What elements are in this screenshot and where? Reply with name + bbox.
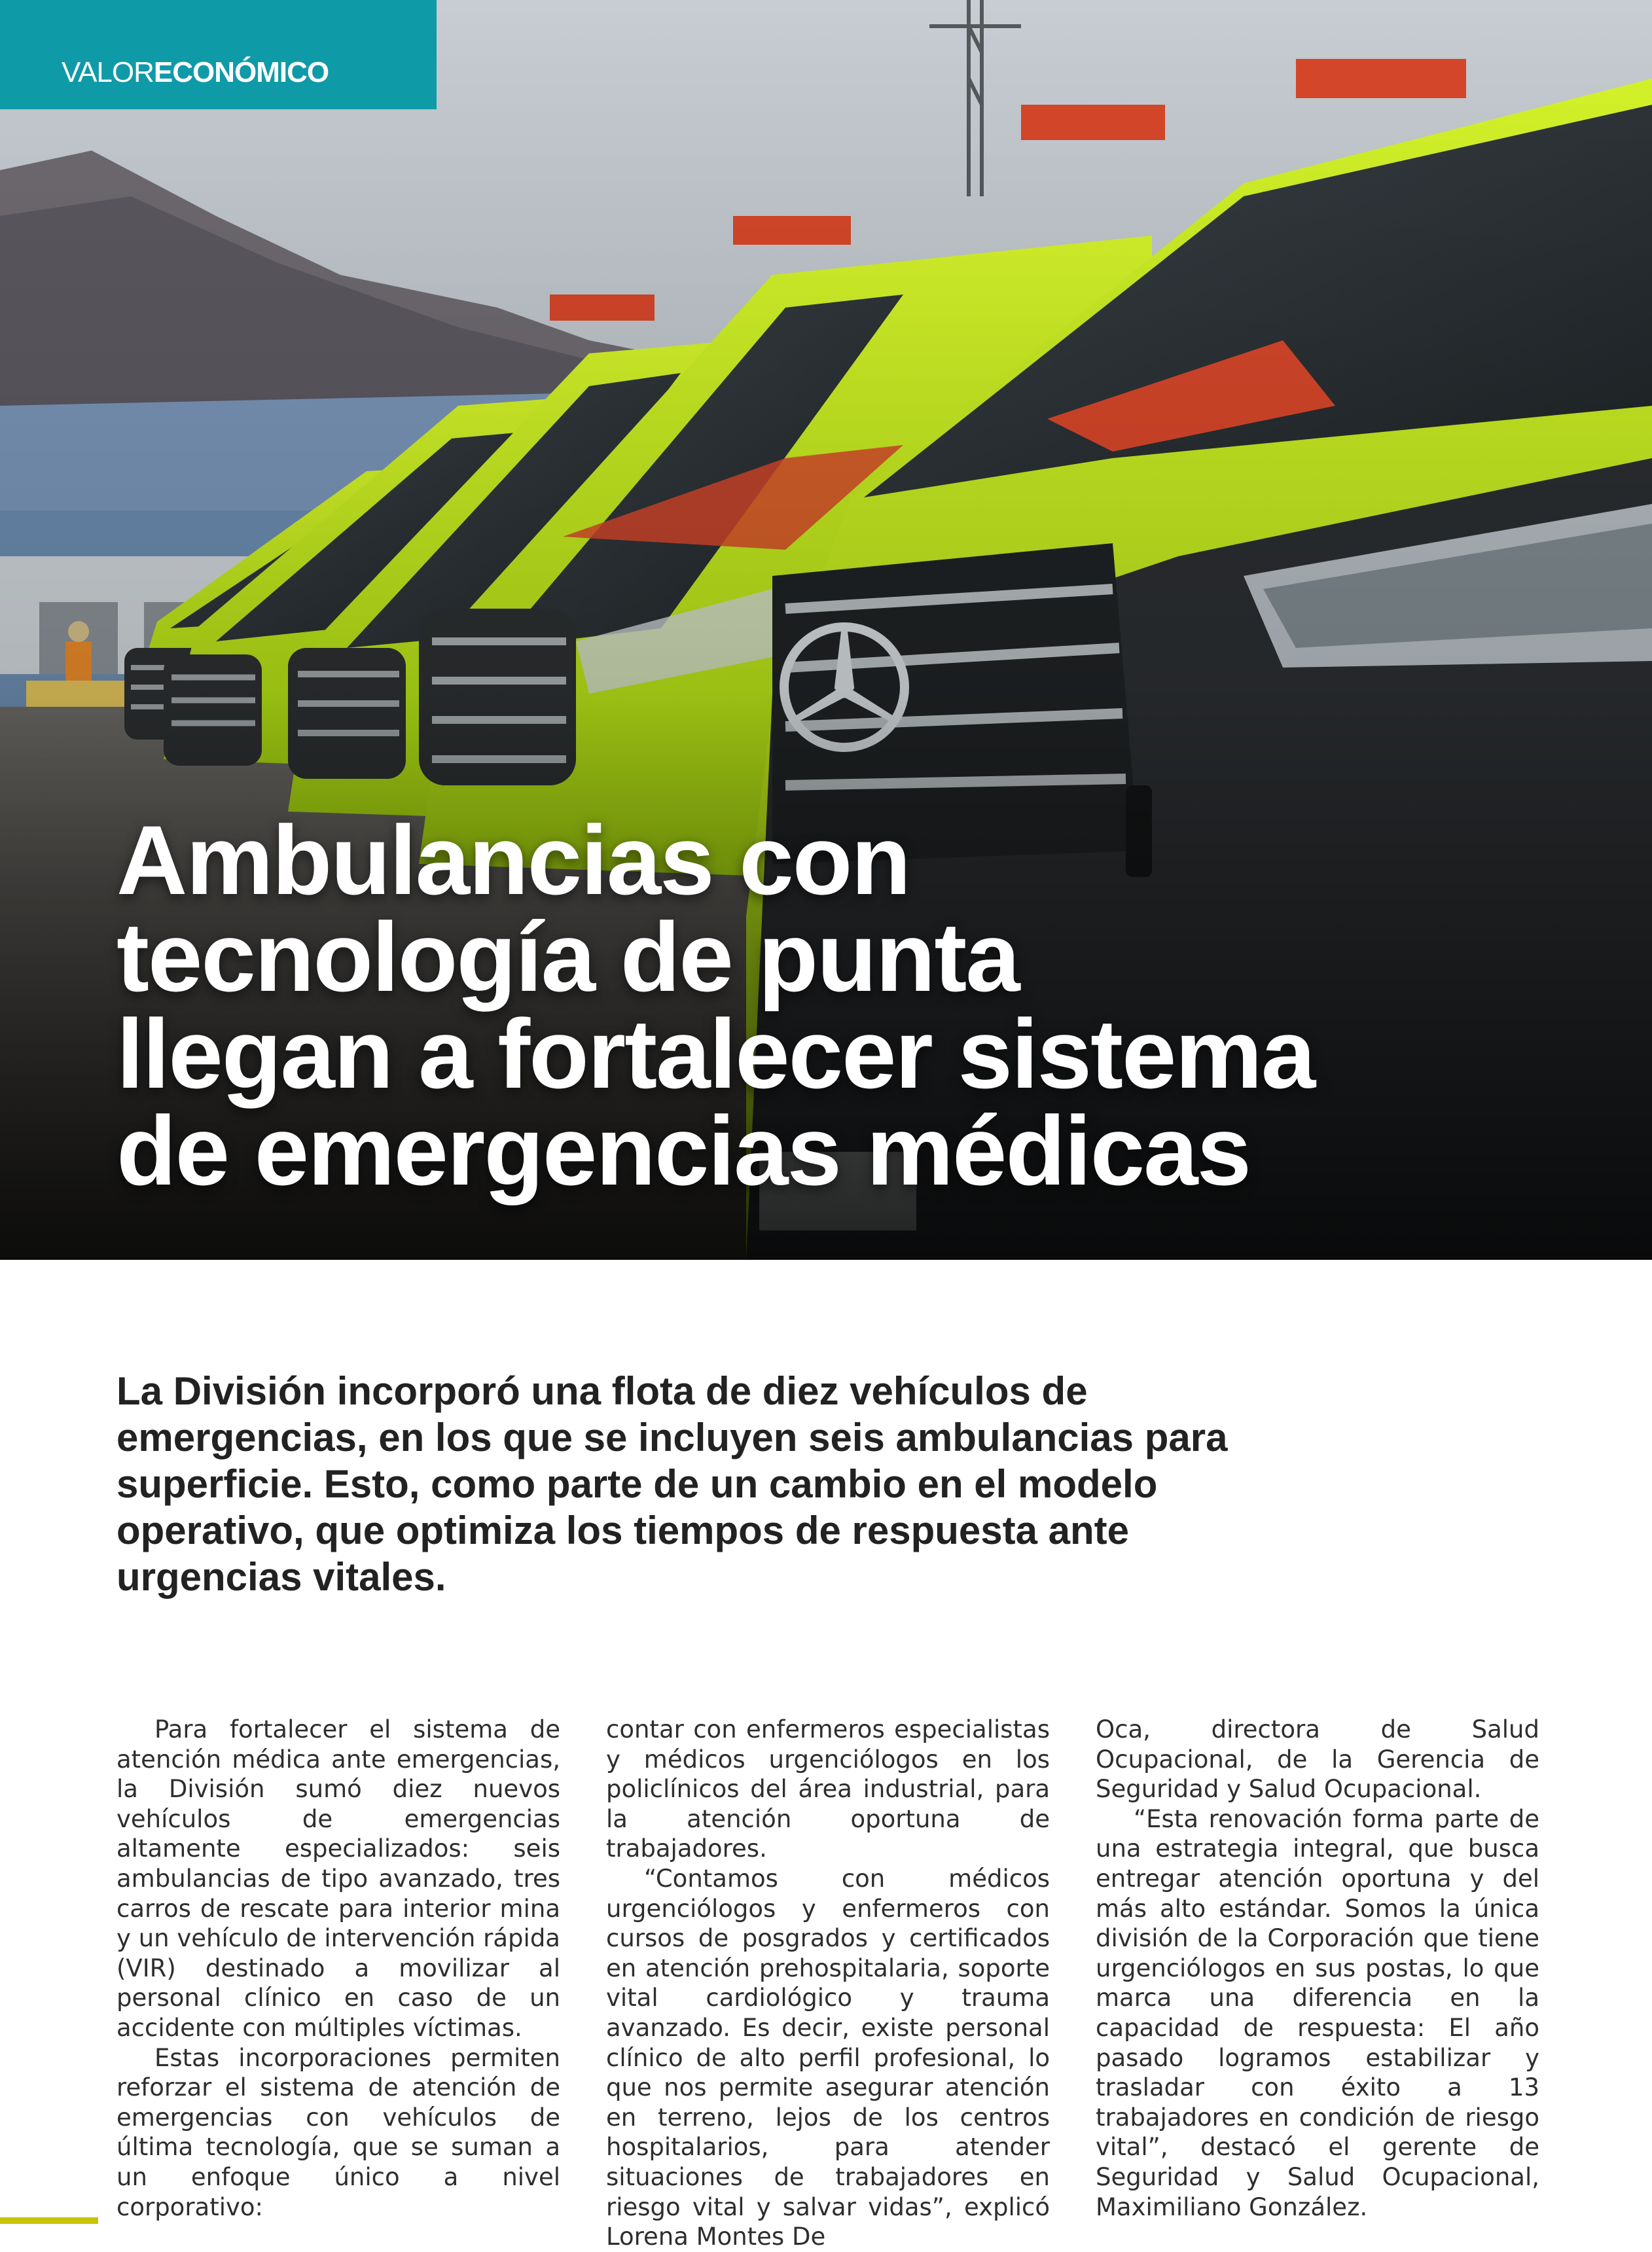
headline <box>117 805 1589 1206</box>
headline-line: llegan a fortalecer sistema <box>117 999 1315 1109</box>
section-label <box>62 56 329 89</box>
body-column-2 <box>606 1715 1050 2252</box>
body-column-3 <box>1096 1715 1539 2222</box>
body-paragraph: “Contamos con médicos urgenciólogos y enfermeros con cursos de posgrados y certificados en atención prehospitalaria, soporte vital cardiológico y trauma avanzado. Es decir, existe personal clínico de alto perfil profesional, lo que nos permite asegurar atención en terreno, lejos de los centros hospitalarios, para atender situaciones de trabajadores en riesgo vital y salvar vidas”, explicó Lorena Montes De <box>606 1864 1050 2251</box>
body-column-1 <box>117 1715 560 2222</box>
section-label-light: VALOR <box>62 56 154 88</box>
article-body <box>117 1715 1543 2251</box>
headline-line: Ambulancias con <box>117 805 910 915</box>
body-paragraph: “Esta renovación forma parte de una estrategia integral, que busca entregar atención oportuna y del más alto estándar. Somos la única división de la Corporación que tiene urgenciólogos en sus postas, lo que marca una diferencia en la capacidad de respuesta: El año pasado logramos estabilizar y trasladar con éxito a 13 trabajadores en condición de riesgo vital”, destacó el gerente de Seguridad y Salud Ocupacional, Maximiliano González. <box>1096 1804 1539 2221</box>
headline-line: de emergencias médicas <box>117 1096 1250 1206</box>
body-paragraph: Para fortalecer el sistema de atención médica ante emergencias, la División sumó diez nuevos vehículos de emergencias altamente especializados: seis ambulancias de tipo avanzado, tres carros de rescate para interior mina y un vehículo de intervención rápida (VIR) destinado a movilizar al personal clínico en caso de un accidente con múltiples víctimas. <box>117 1715 560 2042</box>
section-label-bold: ECONÓMICO <box>153 56 329 88</box>
section-tag <box>0 0 437 109</box>
page-corner-mark <box>0 2217 98 2224</box>
body-paragraph: Oca, directora de Salud Ocupacional, de la Gerencia de Seguridad y Salud Ocupacional. <box>1096 1715 1539 1804</box>
headline-line: tecnología de punta <box>117 902 1019 1012</box>
lead-paragraph: La División incorporó una flota de diez vehículos de emergencias, en los que se incluyen seis ambulancias para superficie. Esto, como parte de un cambio en el modelo operativo, que optimiza los tiempos de respuesta ante urgencias vitales. <box>117 1369 1228 1599</box>
body-paragraph: Estas incorporaciones permiten reforzar el sistema de atención de emergencias con vehículos de última tecnología, que se suman a un enfoque único a nivel corporativo: <box>117 2043 560 2221</box>
body-paragraph: contar con enfermeros especialistas y médicos urgenciólogos en los policlínicos del área industrial, para la atención oportuna de trabajadores. <box>606 1715 1050 1863</box>
